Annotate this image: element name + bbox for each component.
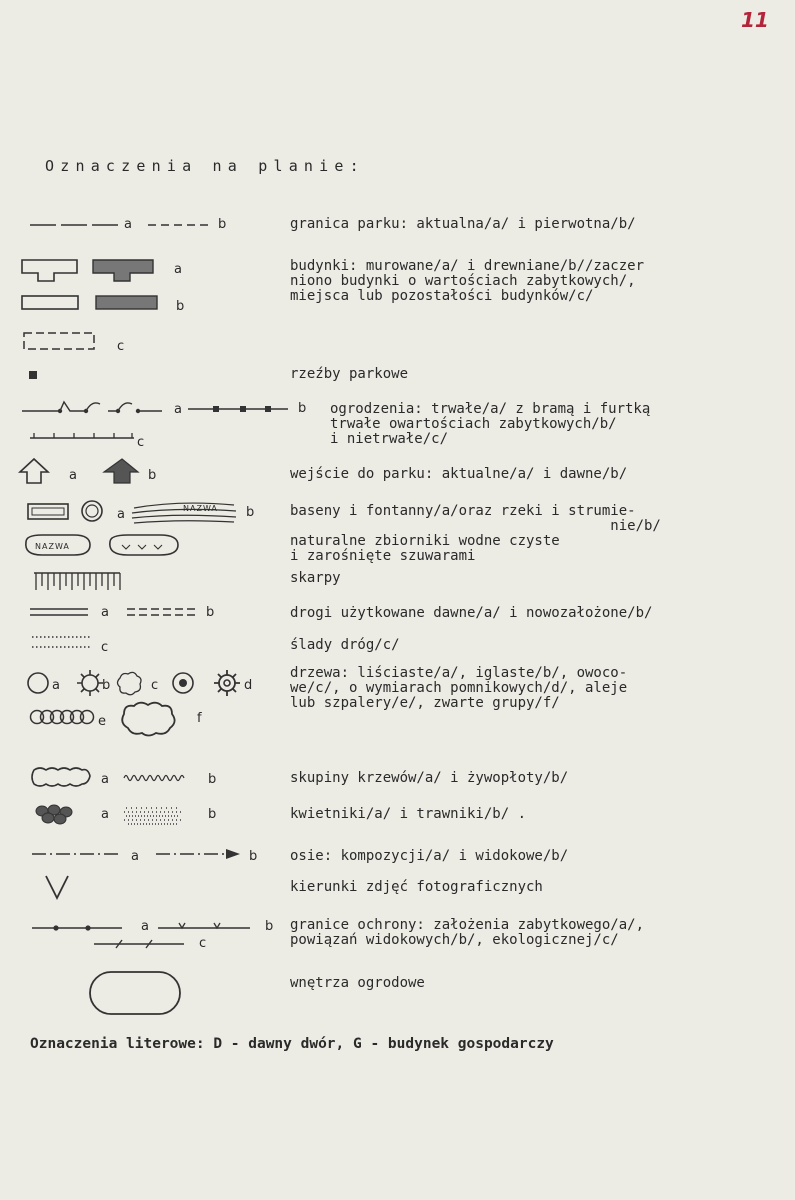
letter-d: d bbox=[244, 678, 253, 693]
letter-a: a bbox=[117, 507, 125, 522]
letter-a: a bbox=[101, 605, 109, 620]
legend-heading: Oznaczenia na planie: bbox=[45, 157, 365, 175]
photo-direction-v-icon bbox=[0, 872, 80, 902]
letter-c: c bbox=[137, 435, 145, 450]
letter-c: c bbox=[151, 678, 159, 693]
letter-a: a bbox=[174, 262, 182, 277]
letter-a: a bbox=[52, 678, 60, 693]
legend-text-garden-interiors: wnętrza ogrodowe bbox=[290, 975, 425, 991]
flowerbed-lawn-symbols bbox=[0, 802, 200, 828]
legend-text-slopes: skarpy bbox=[290, 570, 341, 586]
letter-b: b bbox=[102, 678, 111, 693]
letter-e: e bbox=[98, 714, 106, 729]
letter-b: b bbox=[208, 807, 217, 822]
fence-symbols bbox=[0, 398, 300, 450]
protection-boundary-symbols bbox=[0, 914, 280, 954]
legend-text-entrances: wejście do parku: aktualne/a/ i dawne/b/ bbox=[290, 466, 628, 482]
letter-a: a bbox=[101, 807, 109, 822]
entrance-arrow-icons bbox=[0, 456, 200, 486]
letter-a: a bbox=[69, 468, 77, 483]
axis-line-symbols bbox=[0, 845, 260, 865]
letter-a: a bbox=[141, 919, 149, 934]
garden-interior-oval bbox=[0, 968, 200, 1020]
letter-c: c bbox=[199, 936, 207, 951]
road-line-symbols bbox=[0, 602, 220, 622]
letter-b: b bbox=[206, 605, 215, 620]
legend-text-buildings: budynki: murowane/a/ i drewniane/b//zaczer niono budynki o wartościach zabytkowych/, miejsca lub pozostałości budynków/c/ bbox=[290, 258, 645, 304]
letter-c: c bbox=[117, 339, 125, 354]
legend-text-photo-directions: kierunki zdjęć fotograficznych bbox=[290, 879, 543, 895]
legend-text-road-traces: ślady dróg/c/ bbox=[290, 637, 400, 653]
water-symbols bbox=[0, 499, 280, 565]
legend-text-water: baseny i fontanny/a/oraz rzeki i strumie- nie/b/ naturalne zbiorniki wodne czyste i zarośnięte szuwarami bbox=[290, 503, 661, 564]
sculpture-square-icon bbox=[0, 366, 60, 386]
legend-text-protection: granice ochrony: założenia zabytkowego/a/, powiązań widokowych/b/, ekologicznej/c/ bbox=[290, 917, 645, 948]
legend-text-shrubs: skupiny krzewów/a/ i żywopłoty/b/ bbox=[290, 770, 569, 786]
page-number: 11 bbox=[741, 8, 769, 32]
letter-f: f bbox=[197, 711, 202, 726]
river-name-label: NAZWA bbox=[183, 504, 218, 513]
letter-b: b bbox=[249, 849, 258, 864]
shrub-symbols bbox=[0, 764, 220, 792]
legend-text-flowerbeds: kwietniki/a/ i trawniki/b/ . bbox=[290, 806, 527, 822]
letter-b: b bbox=[176, 299, 185, 314]
tree-symbols bbox=[0, 666, 260, 736]
legend-text-trees: drzewa: liściaste/a/, iglaste/b/, owoco- we/c/, o wymiarach pomnikowych/d/, aleje lub szpalery/e/, zwarte grupy/f/ bbox=[290, 665, 628, 711]
letter-b: b bbox=[265, 919, 274, 934]
pond-name-label: NAZWA bbox=[35, 542, 70, 551]
letter-a: a bbox=[131, 849, 139, 864]
legend-text-axes: osie: kompozycji/a/ i widokowe/b/ bbox=[290, 848, 569, 864]
letter-b: b bbox=[298, 401, 307, 416]
building-symbols bbox=[0, 257, 260, 357]
letter-c: c bbox=[101, 640, 109, 655]
letter-b: b bbox=[218, 217, 227, 232]
letter-designations-note: Oznaczenia literowe: D - dawny dwór, G - budynek gospodarczy bbox=[30, 1036, 554, 1052]
slope-hatch-icon bbox=[0, 568, 140, 594]
legend-text-fences: ogrodzenia: trwałe/a/ z bramą i furtką trwałe owartościach zabytkowych/b/ i nietrwałe/c/ bbox=[330, 401, 651, 447]
letter-b: b bbox=[148, 468, 157, 483]
legend-text-roads: drogi użytkowane dawne/a/ i nowozałożone/b/ bbox=[290, 605, 653, 621]
letter-b: b bbox=[246, 505, 255, 520]
letter-a: a bbox=[174, 402, 182, 417]
legend-text-sculptures: rzeźby parkowe bbox=[290, 366, 409, 382]
letter-a: a bbox=[101, 772, 109, 787]
legend-text-park-boundary: granica parku: aktualna/a/ i pierwotna/b/ bbox=[290, 216, 636, 232]
letter-b: b bbox=[208, 772, 217, 787]
letter-a: a bbox=[124, 217, 132, 232]
